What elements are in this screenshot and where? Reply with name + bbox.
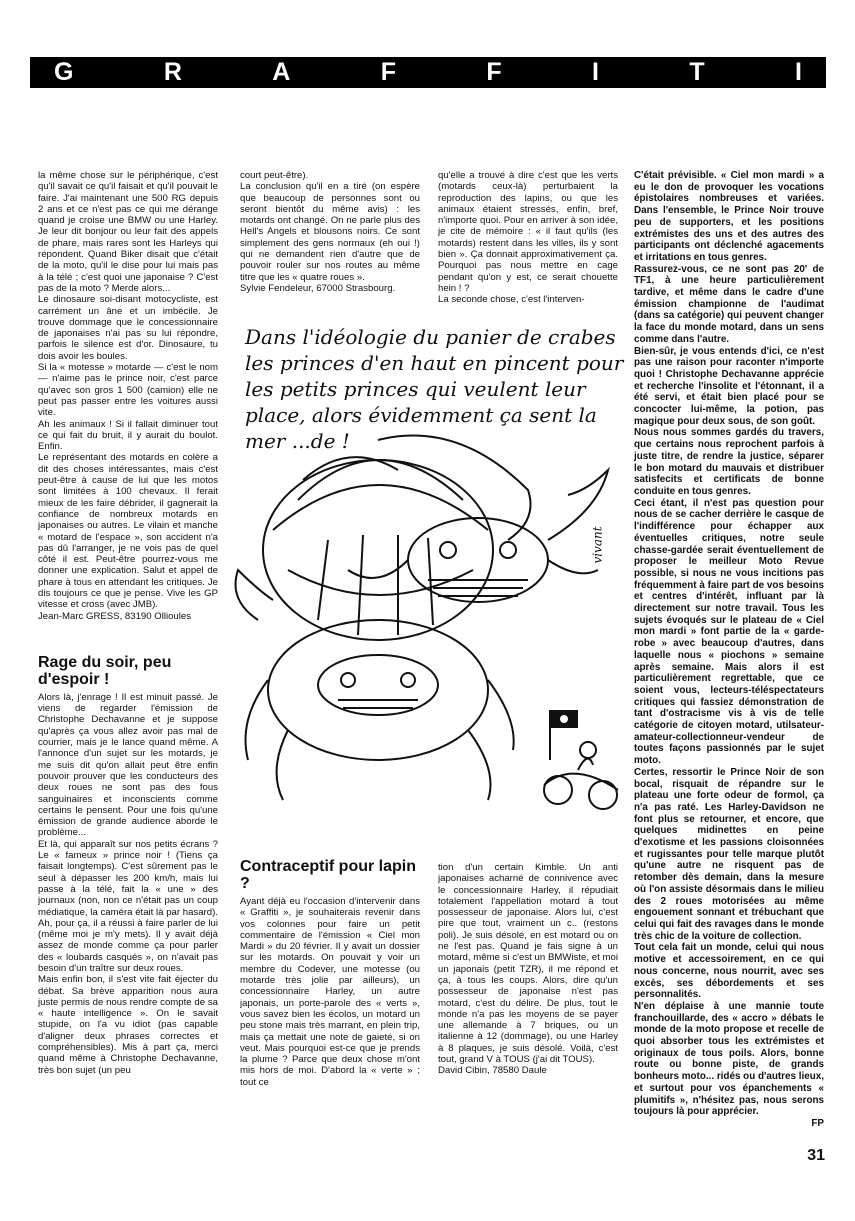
banner-letter: I xyxy=(592,58,599,86)
letter-signature: Sylvie Fendeleur, 67000 Strasbourg. xyxy=(240,282,396,294)
editorial-signature: FP xyxy=(811,1117,824,1129)
editorial-paragraph: C'était prévisible. « Ciel mon mardi » a eu le don de provoquer les vocations épistolaires nombreuses et variées. Dans l'ensemble, le Prince Noir trouve peu de supporters, et les positions extrémistes des uns et des autres des participants ont déclenché agacements et irritations en tous genres. xyxy=(634,170,824,263)
letter-paragraph: Ayant déjà eu l'occasion d'intervenir dans « Graffiti », je souhaiterais revenir dans vos colonnes pour faire un petit commentaire de l'émission « Ciel mon Mardi » du 20 février. Il y avait un dossier sur les motards. On pouvait y voir un membre du Codever, une motesse (ou motarde très jolie par ailleurs), un concessionnaire Harley, un autre japonais, un porte-parole des « verts », vous savez bien les écolos, un motard un peu stone mais très marrant, en plein trip, mais ça mettait une note de gaieté, si on veut. Mais pourquoi est-ce que je prends la plume ? Parce que deux chose m'ont mis hors de moi. D'abord la « verte » ; tout ce xyxy=(240,896,420,1088)
letter-paragraph: tion d'un certain Kimble. Un anti japonaises acharné de connivence avec le concessionnaire Harley, il répudiait totalement l'appellation motard à tout possesseur de japonaise. Alors lui, c'est pire que tout, vraiment un c.. (restons poli). Je suis désolé, en est motard ou on ne l'est pas. Quand je fais signe à un motard, même si c'est un BMWiste, et moi un japonais (petit TZR), il me répond et ça, à tous les coups. Alors, dire qu'un possesseur de japonaise n'est pas motard, c'est du délire. De plus, tout le monde n'a pas les moyens de se payer une allemande à 7 briques, ou un italienne à 12 (dommage), ou une Harley à 8 plaques, je suis désolé. Voilà, c'est tout, grand V à TOUS (j'ai dit TOUS). xyxy=(438,862,618,1066)
editorial-paragraph: Tout cela fait un monde, celui qui nous motive et accessoirement, en ce qui nous concerne, nous nourrit, avec ses excès, ses débordements et ses personnalités. xyxy=(634,942,824,1001)
banner-letter: F xyxy=(380,58,396,86)
banner-letter: R xyxy=(163,58,182,86)
banner-letter: G xyxy=(54,58,74,86)
letter-paragraph: Ah les animaux ! Si il fallait diminuer tout ce qui fait du bruit, il y aurait du boulot. Enfin. xyxy=(38,418,218,453)
letter-heading: Contraceptif pour lapin ? xyxy=(240,858,416,892)
banner-letter: I xyxy=(795,58,802,86)
letter-signature: Jean-Marc GRESS, 83190 Ollioules xyxy=(38,610,192,622)
letter-paragraph: Mais enfin bon, il s'est vite fait éjecter du débat. Sa brève apparition nous aura juste permis de nous rendre compte de sa « haute intelligence ». On le savait stupide, on l'a vu idiot (pas capable d'aligner deux phrases correctes et compréhensibles). Mis à part ça, merci quand même à Christophe Dechavanne, très bon sujet (un peu xyxy=(38,974,218,1076)
editorial-paragraph: Bien-sûr, je vous entends d'ici, ce n'est pas une raison pour raconter n'importe quoi ! Christophe Dechavanne apprécie et recherche l'insolite et l'étonnant, il a été servi, et était bien placé pour se concocter lui-même, la potion, pas magique pour deux sous, de son goût. xyxy=(634,345,824,427)
letter-paragraph: court peut-être). xyxy=(240,170,309,181)
editorial-paragraph: Rassurez-vous, ce ne sont pas 20' de TF1, à une heure particulièrement tardive, et même dans le cadre d'une émission championne de l'audimat (dans sa catégorie) qui peuvent changer la face du monde motard, dans un sens comme dans l'autre. xyxy=(634,263,824,345)
banner-letter: T xyxy=(689,58,705,86)
letter-paragraph: Le dinosaure soi-disant motocycliste, est carrément un âne et un imbécile. Je trouve dommage que le concessionnaire de japonaises n'ai pas su lui répondre, parfois le silence est d'or. Dinosaure, tu dois avoir les boules. xyxy=(38,294,218,362)
editorial-paragraph: Ceci étant, il n'est pas question pour nous de se cacher derrière le casque de l'indifférence pour échapper aux éventuelles critiques, notre seule chasse-gardée serait éventuellement de proposer le meilleur Moto Revue possible, si nous ne vous incitions pas fréquemment à faire part de vos besoins et centres d'intérêt, influant par là directement sur notre travail. Tous les sujets évoqués sur le plateau de « Ciel mon mardi » font partie de la « garde-robe » avec beaucoup d'autres, dans laquelle nous « piochons » semaine après semaine. Mais alors il est particulièrement regrettable, que ce soient vous, lecteurs-téléspectateurs critiques qui fassiez démonstration de tant d'ostracisme vis à vis de telle catégorie de citoyen motard, utilsateur-amateur-collectionneur-vendeur de toutes façons passionnés par le sujet moto. xyxy=(634,497,824,767)
column-2-top xyxy=(240,170,420,320)
letter-paragraph: La conclusion qu'il en a tiré (on espère que beaucoup de personnes sont ou seront bientôt du même avis) : les motards ont changé. On ne parle plus des Hell's Angels et blousons noirs. Ce sont simplement des gens normaux (eh oui !) qui ne demandent rien d'autre que de pouvoir rouler sur nos routes au même titre que les « quatre roues ». xyxy=(240,181,420,283)
letter-paragraph: qu'elle a trouvé à dire c'est que les verts (motards ceux-là) perturbaient la reproduction des lapins, ou que les animaux étaient stressés, enfin, bref, n'importe quoi. Pour en arriver à son idée, je cite de mémoire : « il faut qu'ils (les motards) restent dans les villes, ils y sont bien ». Ça donnait approximativement ça. Pourquoi pas nous mettre en cage pendant qu'on y est, ce serait chouette hein ! ? xyxy=(438,170,618,294)
letter-paragraph: La seconde chose, c'est l'interven- xyxy=(438,294,585,306)
banner-letter: F xyxy=(486,58,502,86)
cartoon-caption: Dans l'idéologie du panier de crabes les princes d'en haut en pincent pour les petits princes qui veulent leur place, alors évidemment ça sent la mer ...de ! xyxy=(245,325,624,453)
column-2-bottom xyxy=(240,858,420,1178)
letter-paragraph: Le représentant des motards en colère a dit des choses intéressantes, mais c'est peut-être à cause de lui que les motos sont limitées à 100 chevaux. Il ferait mieux de les faire débrider, il gagnerait la confiance de nombreux motards en japonaises ou autres. Le vilain et manche « motard de l'espace », son accident n'a pas dû l'arranger, je ne vois pas de quel côté il est. Peut-être pourrez-vous me donner une explication. Salut et appel de phare à tous en attendant les critiques. Je dis toujours ce que je pense. Vive les GP vitesse et cross (avec JMB). xyxy=(38,452,218,611)
editorial-paragraph: N'en déplaise à une mannie toute franchouillarde, des « accro » débats le monde de la moto propose et recelle de quoi absorber tous les extrémistes et originaux de tous poils. Alors, bonne route ou bonne piste, de grands bonheurs moto... ridés ou d'autres lieux, et surtout pour vos épanchements « plumitifs », n'hésitez pas, nous serons toujours là pour apprécier. xyxy=(634,1000,824,1118)
letter-signature: David Cibin, 78580 Daule xyxy=(438,1065,547,1077)
column-1 xyxy=(38,170,218,1170)
page-number: 31 xyxy=(807,1147,825,1164)
letter-heading: Rage du soir, peu d'espoir ! xyxy=(38,653,172,688)
column-3-bottom xyxy=(438,862,618,1182)
editorial-paragraph: Nous nous sommes gardés du travers, que certains nous reprochent parfois à juste titre, de rendre la justice, séparer le bon motard du mauvais et distribuer satisfecits et certificats de bonne conduite en tous genres. xyxy=(634,427,824,497)
letter-paragraph: Si la « motesse » motarde — c'est le nom — n'aime pas le prince noir, c'est parce qu'avec son gros 1 500 (camion) elle ne peut pas passer entre les voitures aussi vite. xyxy=(38,362,218,419)
column-3-top xyxy=(438,170,618,320)
letter-paragraph: Alors là, j'enrage ! Il est minuit passé. Je viens de regarder l'émission de Christophe Dechavanne et je suppose qu'après ça vous allez avoir pas mal de courrier, mais je le lance quand même. A l'annonce d'un sujet sur les motards, je me suis dit qu'on allait peut être enfin pouvoir prouver que les conducteurs des deux roues ne sont pas des fous sanguinaires et inconscients comme certains le pensent. Pour une fois qu'une émission de grande audience aborde le problème... xyxy=(38,691,218,839)
letter-paragraph: la même chose sur le périphérique, c'est qu'il savait ce qu'il faisait et qu'il pouvait le faire. J'ai maintenant une 500 RG depuis 2 ans et ce n'est pas ce qui me dérange quand je croise une BMW ou une Harley. Je leur dit bonjour ou leur fait des appels de phare, mais rares sont les Harleys qui répondent. Quand Biker disait que c'était de la moto, qu'il le dise pour lui mais pas à la télé ; c'est quoi une japonaise ? C'est pas de la moto ? Merde alors... xyxy=(38,170,218,294)
column-4-editorial xyxy=(634,170,824,1170)
graffiti-banner xyxy=(30,57,826,88)
artist-signature: vivant xyxy=(590,526,605,564)
banner-letter: A xyxy=(272,58,291,86)
editorial-paragraph: Certes, ressortir le Prince Noir de son bocal, risquait de répandre sur le plateau une forte odeur de formol, ça n'a pas raté. Les Harley-Davidson ne font plus se retourner, et encore, que quelques midinettes en peine d'exotisme et les passions cloisonnées et rugissantes pour telle marque plutôt qu'une autre ne risquent pas de retomber dès demain, dans la mesure où l'on assiste désormais dans le milieu des 2 roues motorisées au même engouement sonnant et trébuchant que celui qui fait des ravages dans le monde très chic de la voiture de collection. xyxy=(634,766,824,942)
letter-paragraph: Et là, qui apparaît sur nos petits écrans ? Le « fameux » prince noir ! (Tiens ça faisait longtemps). C'est sûrement pas le seul à dépasser les 200 km/h, mais lui passe à la télé, fait la « une » des journaux (non, non ce n'était pas un coup médiatique, la caméra était là par hasard). Ah, pour ça, il a réussi à faire parler de lui (même moi je m'y mets). Il y avait déjà assez de monde comme ça pour parler des « loubards casqués », on n'avait pas besoin d'un traître sur deux roues. xyxy=(38,838,218,974)
